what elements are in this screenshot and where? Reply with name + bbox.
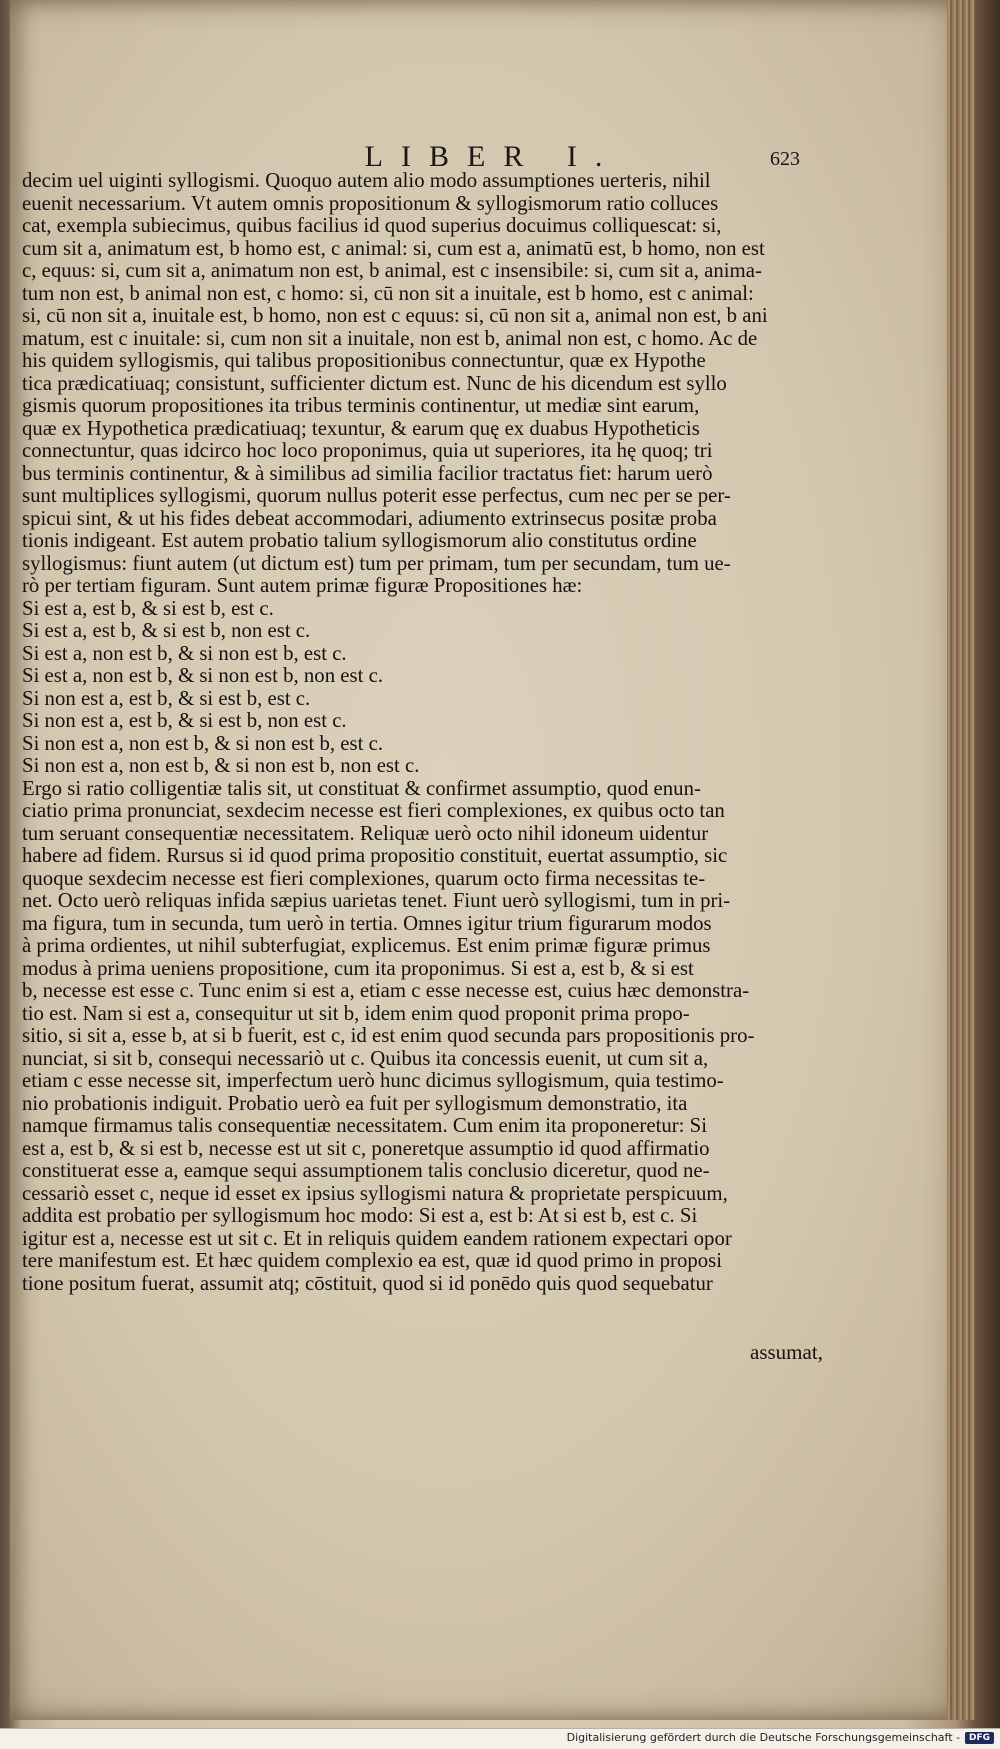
text-line: Si est a, est b, & si est b, est c.	[22, 597, 274, 620]
text-line: Si non est a, non est b, & si non est b, non est c.	[22, 755, 420, 777]
text-line: modus à prima ueniens propositione, cum ita proponimus. Si est a, est b, & si est	[22, 957, 694, 980]
text-line: tum seruant consequentiæ necessitatem. Reliquæ uerò octo nihil idoneum uidentur	[22, 822, 709, 845]
funding-credit: Digitalisierung gefördert durch die Deutsche Forschungsgemeinschaft -	[566, 1731, 960, 1744]
text-line: addita est probatio per syllogismum hoc modo: Si est a, est b: At si est b, est c. Si	[22, 1205, 698, 1227]
text-line: euenit necessarium. Vt autem omnis propositionum & syllogismorum ratio colluces	[22, 192, 719, 215]
text-line: gismis quorum propositiones ita tribus terminis continentur, ut mediæ sint earum,	[22, 395, 700, 417]
page-edge	[947, 0, 975, 1720]
text-line: connectuntur, quas idcirco hoc loco proponimus, quia ut superiores, ita hę quoq; tri	[22, 440, 713, 462]
text-line: Si non est a, est b, & si est b, non est c.	[22, 710, 347, 732]
text-line: b, necesse est esse c. Tunc enim si est a, etiam c esse necesse est, cuius hæc demonstra-	[22, 980, 750, 1002]
text-line: quæ ex Hypothetica prædicatiuaq; texuntur, & earum quę ex duabus Hypotheticis	[22, 417, 700, 440]
text-line: c, equus: si, cum sit a, animatum non est, b animal, est c insensibile: si, cum sit a, anima-	[22, 260, 762, 282]
text-line: cum sit a, animatum est, b homo est, c animal: si, cum est a, animatū est, b homo, non est	[22, 237, 765, 260]
text-line: nunciat, si sit b, consequi necessariò ut c. Quibus ita concessis euenit, ut cum sit a,	[22, 1047, 709, 1070]
catchword: assumat,	[750, 1340, 823, 1364]
text-line: sunt multiplices syllogismi, quorum nullus poterit esse perfectus, cum nec per se per-	[22, 485, 731, 507]
text-line: tere manifestum est. Et hæc quidem complexio ea est, quæ id quod primo in proposi	[22, 1250, 723, 1272]
text-line: net. Octo uerò reliquas infida sæpius uarietas tenet. Fiunt uerò syllogismi, tum in pri-	[22, 890, 731, 912]
text-line: his quidem syllogismis, qui talibus propositionibus connectuntur, quæ ex Hypothe	[22, 350, 706, 372]
body-text	[22, 170, 812, 1295]
text-line: ciatio prima pronunciat, sexdecim necesse est fieri complexiones, ex quibus octo tan	[22, 800, 725, 822]
text-line: Si est a, est b, & si est b, non est c.	[22, 620, 311, 642]
text-line: matum, est c inuitale: si, cum non sit a inuitale, non est b, animal non est, c homo. Ac de	[22, 327, 758, 350]
text-line: tum non est, b animal non est, c homo: si, cū non sit a inuitale, est b homo, est c animal:	[22, 282, 754, 305]
text-line: bus terminis continentur, & à similibus ad similia facilior tractatus fiet: harum uerò	[22, 462, 713, 485]
text-line: Si est a, non est b, & si non est b, est c.	[22, 642, 347, 665]
text-line: ma figura, tum in secunda, tum uerò in tertia. Omnes igitur trium figurarum modos	[22, 912, 712, 935]
text-line: Ergo si ratio colligentiæ talis sit, ut constituat & confirmet assumptio, quod enun-	[22, 777, 701, 800]
text-line: igitur est a, necesse est ut sit c. Et in reliquis quidem eandem rationem expectari opor	[22, 1227, 732, 1250]
running-head: LIBER I.	[364, 140, 621, 173]
text-line: Si non est a, non est b, & si non est b, est c.	[22, 732, 384, 755]
text-line: etiam c esse necesse sit, imperfectum uerò hunc dicimus syllogismum, quia testimo-	[22, 1070, 724, 1092]
page-number: 623	[770, 148, 800, 170]
text-line: sitio, si sit a, esse b, at si b fuerit, est c, id est enim quod secunda pars propositionis pro-	[22, 1025, 755, 1047]
text-line: habere ad fidem. Rursus si id quod prima propositio constituit, euertat assumptio, sic	[22, 845, 728, 867]
text-line: constituerat esse a, eamque sequi assumptionem talis conclusio diceretur, quod ne-	[22, 1160, 710, 1182]
text-line: cat, exempla subiecimus, quibus facilius id quod superius docuimus colliquescat: si,	[22, 215, 722, 237]
text-line: est a, est b, & si est b, necesse est ut sit c, poneretque assumptio id quod affirmatio	[22, 1137, 710, 1160]
book-page	[10, 0, 975, 1720]
dfg-logo: DFG	[965, 1732, 994, 1744]
text-line: Si non est a, est b, & si est b, est c.	[22, 687, 311, 710]
text-line: tione positum fuerat, assumit atq; cōstituit, quod si id ponēdo quis quod sequebatur	[22, 1272, 713, 1295]
text-line: si, cū non sit a, inuitale est, b homo, non est c equus: si, cū non sit a, animal non est, b ani	[22, 305, 768, 327]
text-line: Si est a, non est b, & si non est b, non est c.	[22, 665, 384, 687]
text-line: nio probationis indiguit. Probatio uerò ea fuit per syllogismum demonstratio, ita	[22, 1092, 688, 1115]
text-line: tionis indigeant. Est autem probatio talium syllogismorum alio constitutus ordine	[22, 530, 697, 552]
text-line: à prima ordientes, ut nihil subterfugiat, explicemus. Est enim primæ figuræ primus	[22, 935, 711, 957]
text-line: decim uel uiginti syllogismi. Quoquo autem alio modo assumptiones uerteris, nihil	[22, 170, 711, 192]
text-line: rò per tertiam figuram. Sunt autem primæ figuræ Propositiones hæ:	[22, 575, 583, 597]
text-line: spicui sint, & ut his fides debeat accommodari, adiumento extrinsecus positæ proba	[22, 507, 717, 530]
text-line: namque firmamus talis consequentiæ necessitatem. Cum enim ita proponeretur: Si	[22, 1115, 707, 1137]
text-line: tio est. Nam si est a, consequitur ut sit b, idem enim quod proponit prima propo-	[22, 1002, 690, 1025]
text-line: syllogismus: fiunt autem (ut dictum est) tum per primam, tum per secundam, tum ue-	[22, 552, 731, 575]
text-line: cessariò esset c, neque id esset ex ipsius syllogismi natura & proprietate perspicuum,	[22, 1182, 728, 1205]
text-line: tica prædicatiuaq; consistunt, sufficienter dictum est. Nunc de his dicendum est syllo	[22, 372, 727, 395]
text-line: quoque sexdecim necesse est fieri complexiones, quarum octo firma necessitas te-	[22, 867, 706, 890]
footer-bar	[0, 1728, 1000, 1749]
